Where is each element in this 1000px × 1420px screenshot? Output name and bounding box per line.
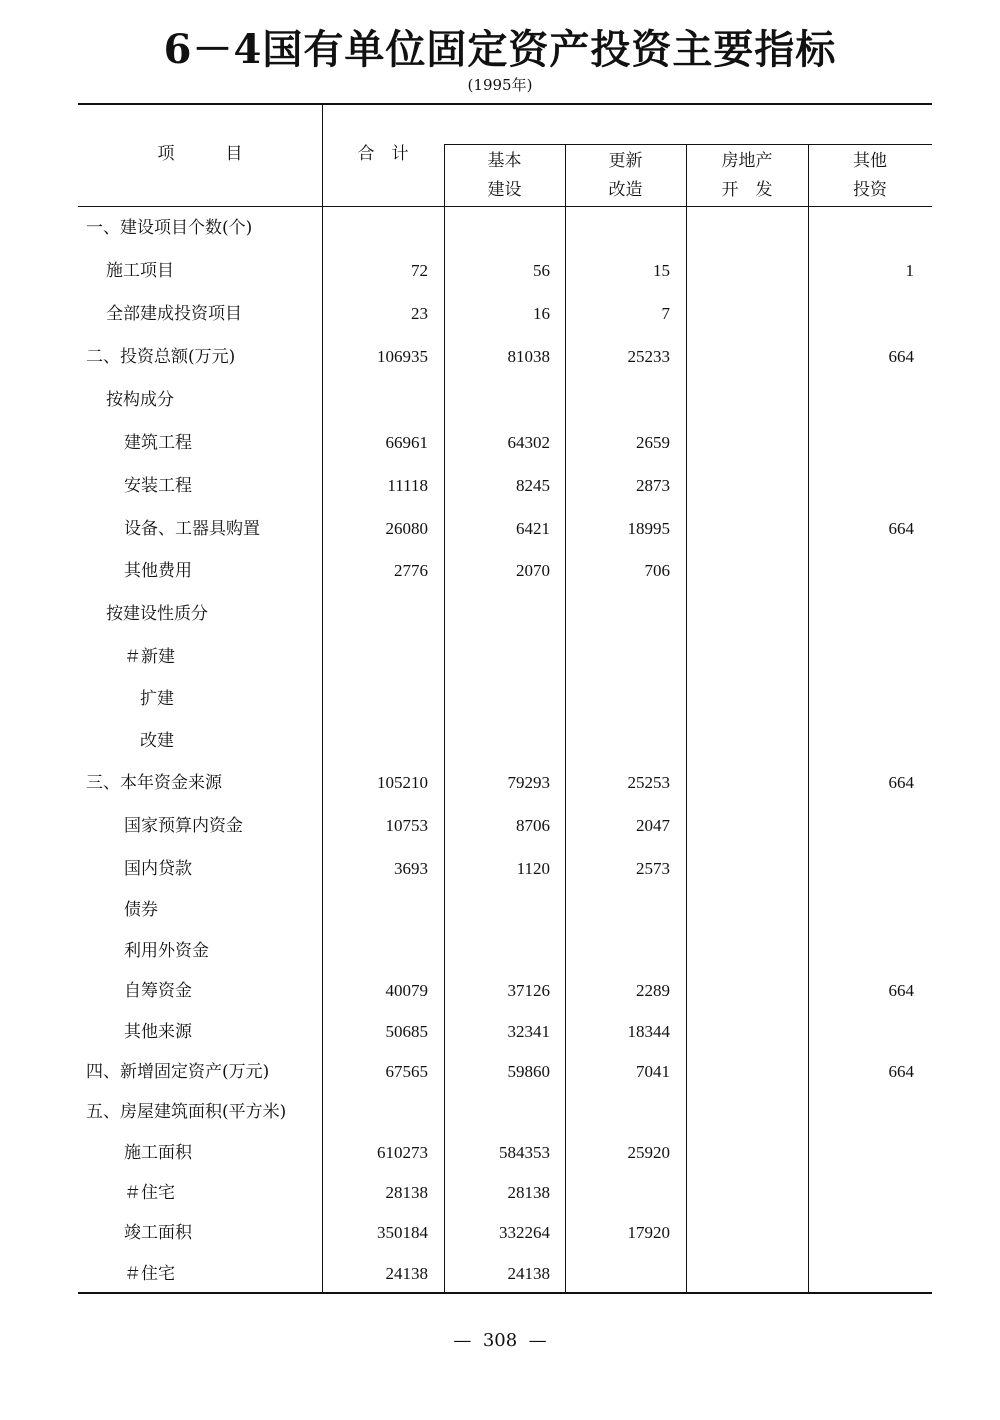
cell-gengxin: 15: [653, 261, 670, 280]
table-row: [0, 1178, 1000, 1208]
cell-total: 72: [411, 261, 428, 280]
cell-total: 3693: [394, 859, 428, 878]
row-label: 五、房屋建筑面积(平方米): [86, 1102, 287, 1122]
cell-jiben: 56: [533, 261, 550, 280]
table-row: [0, 299, 1000, 329]
header-fangdichan-line2: 开 发: [721, 180, 773, 200]
table-row: [0, 256, 1000, 286]
table-row: [0, 976, 1000, 1006]
cell-total: 23: [411, 304, 428, 323]
cell-gengxin: 2047: [636, 816, 670, 835]
cell-gengxin: 2873: [636, 476, 670, 495]
cell-jiben: 332264: [499, 1223, 550, 1242]
table-row: [0, 684, 1000, 714]
table-row: [0, 1218, 1000, 1248]
cell-total: 26080: [385, 519, 428, 538]
cell-gengxin: 18995: [627, 519, 670, 538]
cell-jiben: 32341: [507, 1022, 550, 1041]
cell-total: 40079: [385, 981, 428, 1000]
row-label: 按构成分: [106, 390, 174, 410]
table-row: [0, 514, 1000, 544]
table-row: [0, 1138, 1000, 1168]
row-label: 债券: [124, 900, 158, 920]
cell-gengxin: 2289: [636, 981, 670, 1000]
cell-jiben: 8706: [516, 816, 550, 835]
cell-jiben: 64302: [507, 433, 550, 452]
cell-total: 10753: [385, 816, 428, 835]
cell-total: 350184: [377, 1223, 428, 1242]
row-label: 建筑工程: [124, 433, 192, 453]
cell-jiben: 37126: [507, 981, 550, 1000]
row-label: 施工项目: [106, 261, 174, 281]
cell-jiben: 16: [533, 304, 550, 323]
cell-jiben: 584353: [499, 1143, 550, 1162]
header-gengxin-line2: 改造: [608, 180, 643, 200]
row-label: 其他费用: [124, 561, 192, 581]
cell-total: 105210: [377, 773, 428, 792]
row-label: 自筹资金: [124, 981, 192, 1001]
header-qita-line1: 其他: [853, 151, 887, 171]
row-label: 扩建: [140, 689, 174, 709]
row-label: 四、新增固定资产(万元): [86, 1062, 270, 1082]
cell-total: 610273: [377, 1143, 428, 1162]
table-row: [0, 768, 1000, 798]
row-label: 改建: [140, 731, 174, 751]
row-label: 竣工面积: [124, 1223, 192, 1243]
header-item: 项 目: [157, 144, 243, 164]
cell-total: 106935: [377, 347, 428, 366]
table-row: [0, 213, 1000, 243]
row-label: 国家预算内资金: [124, 816, 243, 836]
table-row: [0, 642, 1000, 672]
cell-gengxin: 7: [661, 304, 670, 323]
table-top-rule: [78, 103, 932, 105]
table-row: [0, 471, 1000, 501]
cell-gengxin: 2573: [636, 859, 670, 878]
table-row: [0, 1097, 1000, 1127]
table-row: [0, 599, 1000, 629]
page-number: — 308 —: [453, 1330, 547, 1351]
cell-jiben: 24138: [507, 1264, 550, 1283]
cell-gengxin: 2659: [636, 433, 670, 452]
row-label: 全部建成投资项目: [106, 304, 242, 324]
cell-total: 67565: [385, 1062, 428, 1081]
table-row: [0, 895, 1000, 925]
row-label: ＃住宅: [124, 1264, 175, 1284]
cell-jiben: 1120: [516, 859, 550, 878]
table-year-subtitle: (1995年): [467, 76, 533, 94]
cell-jiben: 6421: [516, 519, 550, 538]
table-row: [0, 385, 1000, 415]
row-label: 国内贷款: [124, 859, 192, 879]
cell-qita: 664: [888, 347, 914, 366]
row-label: 其他来源: [124, 1022, 192, 1042]
row-label: 二、投资总额(万元): [86, 347, 236, 367]
cell-qita: 1: [905, 261, 914, 280]
table-row: [0, 936, 1000, 966]
row-label: ＃新建: [124, 647, 175, 667]
header-total: 合 计: [357, 144, 409, 164]
header-inner-rule: [444, 144, 932, 145]
header-jiben-line2: 建设: [487, 180, 522, 200]
cell-jiben: 8245: [516, 476, 550, 495]
cell-jiben: 81038: [507, 347, 550, 366]
cell-gengxin: 7041: [636, 1062, 670, 1081]
row-label: 三、本年资金来源: [86, 773, 222, 793]
cell-jiben: 79293: [507, 773, 550, 792]
cell-qita: 664: [888, 981, 914, 1000]
table-row: [0, 428, 1000, 458]
cell-total: 66961: [385, 433, 428, 452]
cell-gengxin: 25253: [627, 773, 670, 792]
header-jiben-line1: 基本: [487, 151, 522, 171]
header-gengxin-line1: 更新: [608, 151, 643, 171]
header-fangdichan-line1: 房地产: [721, 151, 773, 171]
cell-total: 28138: [385, 1183, 428, 1202]
row-label: 施工面积: [124, 1143, 192, 1163]
table-row: [0, 1017, 1000, 1047]
cell-gengxin: 18344: [627, 1022, 670, 1041]
table-row: [0, 854, 1000, 884]
page-title: 6－4国有单位固定资产投资主要指标: [163, 26, 837, 73]
cell-jiben: 59860: [507, 1062, 550, 1081]
cell-total: 50685: [385, 1022, 428, 1041]
cell-total: 24138: [385, 1264, 428, 1283]
table-row: [0, 556, 1000, 586]
table-row: [0, 342, 1000, 372]
cell-gengxin: 706: [644, 561, 670, 580]
cell-total: 11118: [387, 476, 428, 495]
cell-total: 2776: [394, 561, 428, 580]
cell-gengxin: 25233: [627, 347, 670, 366]
row-label: ＃住宅: [124, 1183, 175, 1203]
table-row: [0, 1259, 1000, 1289]
row-label: 按建设性质分: [106, 604, 208, 624]
cell-gengxin: 25920: [627, 1143, 670, 1162]
row-label: 设备、工器具购置: [124, 519, 260, 539]
cell-gengxin: 17920: [627, 1223, 670, 1242]
row-label: 安装工程: [124, 476, 192, 496]
header-bottom-rule: [78, 206, 932, 207]
cell-qita: 664: [888, 1062, 914, 1081]
cell-qita: 664: [888, 773, 914, 792]
table-row: [0, 726, 1000, 756]
cell-jiben: 28138: [507, 1183, 550, 1202]
header-qita-line2: 投资: [853, 180, 887, 200]
table-row: [0, 811, 1000, 841]
table-row: [0, 1057, 1000, 1087]
table-bottom-rule: [78, 1292, 932, 1294]
row-label: 利用外资金: [124, 941, 209, 961]
cell-jiben: 2070: [516, 561, 550, 580]
cell-qita: 664: [888, 519, 914, 538]
row-label: 一、建设项目个数(个): [86, 218, 253, 238]
